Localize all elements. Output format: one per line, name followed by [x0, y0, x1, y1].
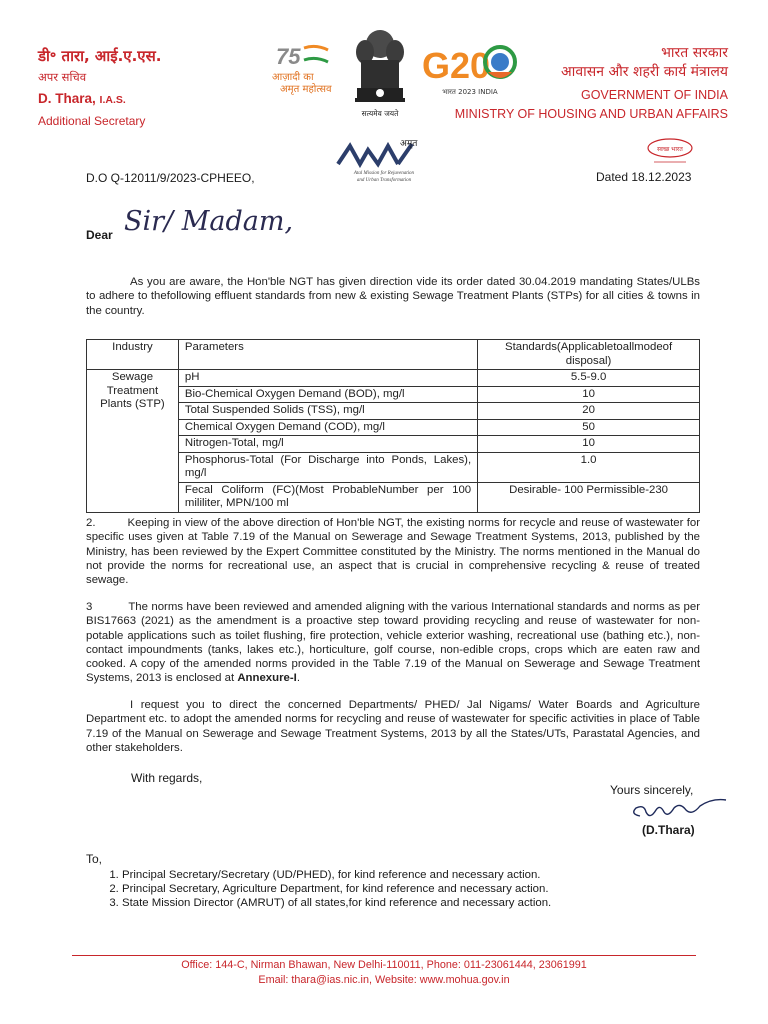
- effluent-standards-table: [86, 339, 700, 513]
- sender-name-hindi: डी॰ तारा, आई.ए.एस.: [38, 47, 162, 65]
- table-value-cell: 1.0: [478, 452, 700, 482]
- table-header-standards: Standards(Applicabletoallmodeof disposal): [478, 340, 700, 370]
- closing-regards: With regards,: [131, 771, 203, 785]
- closing-yours-sincerely: Yours sincerely,: [610, 783, 694, 797]
- table-param-cell: Nitrogen-Total, mg/l: [178, 436, 477, 453]
- table-header-industry: Industry: [87, 340, 179, 370]
- stamp-text: स्वच्छ भारत: [657, 146, 683, 153]
- footer-divider: [72, 955, 696, 956]
- govt-hindi: भारत सरकार: [661, 45, 728, 61]
- sender-block: [38, 46, 161, 132]
- g20-sub-text: भारत 2023 INDIA: [442, 88, 498, 96]
- national-emblem-icon: [345, 22, 415, 122]
- azadi-75-text: 75: [276, 44, 301, 69]
- emblem-motto-text: सत्यमेव जयते: [361, 109, 399, 118]
- list-item: 1. Principal Secretary/Secretary (UD/PHED), for kind reference and necessary action.: [122, 868, 700, 882]
- table-row: [87, 482, 700, 512]
- table-row: [87, 370, 700, 387]
- addressee-block: [86, 852, 700, 911]
- letter-date: Dated 18.12.2023: [596, 170, 692, 184]
- table-param-cell: Chemical Oxygen Demand (COD), mg/l: [178, 419, 477, 436]
- govt-english: GOVERNMENT OF INDIA: [580, 88, 728, 102]
- to-label: To,: [86, 852, 103, 866]
- table-param-cell: Bio-Chemical Oxygen Demand (BOD), mg/l: [178, 386, 477, 403]
- addressee-list: [86, 868, 700, 911]
- list-item: 3. State Mission Director (AMRUT) of all states,for kind reference and necessary action.: [122, 896, 700, 910]
- table-value-cell: 10: [478, 436, 700, 453]
- table-value-cell: 10: [478, 386, 700, 403]
- sender-name-english: D. Thara, I.A.S.: [38, 91, 126, 106]
- table-value-cell: Desirable- 100 Permissible-230: [478, 482, 700, 512]
- table-param-cell: Phosphorus-Total (For Discharge into Ponds, Lakes), mg/l: [178, 452, 477, 482]
- paragraph-3: 3 The norms have been reviewed and amended aligning with the various International standards and norms as per BIS17663 (2021) as the amendment is a proactive step toward providing recycling and reuse of wastewater for non-potable applications such as toilet flushing, fire protection, vehicle exterior washing, recreational use (bathing etc.), non-contact impoundments (tanks, lakes etc.), horticulture, golf course, non-edible crops, crops which are eaten raw and cooked. A copy of the amended norms provided in the Table 7.19 of the Manual on Sewerage and Sewage Treatment Systems, 2013 is enclosed at Annexure-I.: [86, 601, 700, 685]
- table-row: [87, 436, 700, 453]
- ministry-hindi: आवासन और शहरी कार्य मंत्रालय: [561, 64, 728, 80]
- azadi-ka-amrit-mahotsav-logo: [268, 40, 348, 100]
- footer-address: Office: 144-C, Nirman Bhawan, New Delhi-110011, Phone: 011-23061444, 23061991: [181, 959, 587, 971]
- table-header-row: [87, 340, 700, 370]
- table-value-cell: 20: [478, 403, 700, 420]
- table-industry-cell: Sewage Treatment Plants (STP): [87, 370, 179, 513]
- handwritten-salutation: Sir/ Madam,: [124, 206, 294, 237]
- paragraph-1: As you are aware, the Hon'ble NGT has given direction vide its order dated 30.04.2019 mandating States/ULBs to adhere to thefollowing effluent standards from new & existing Sewage Treatment Plants (STPs) for all cities & towns in the country.: [86, 276, 700, 317]
- azadi-line1-text: आज़ादी का: [272, 72, 314, 83]
- table-param-cell: pH: [178, 370, 477, 387]
- table-header-parameters: Parameters: [178, 340, 477, 370]
- amrut-logo: [334, 136, 434, 186]
- paragraph-2: 2. Keeping in view of the above direction of Hon'ble NGT, the existing norms for recycle and reuse of wastewater for specific uses given at Table 7.19 of the Manual on Sewerage and Sewage Treatment Systems, 2013, published by the Ministry, has been reviewed by the Expert Committee constituted by the Ministry. The norms mentioned in the Manual do not provide the norms for recreational use, an aspect that is crucial in comprehensive recycling & reuse of treated sewage.: [86, 517, 700, 587]
- salutation-dear: Dear: [86, 228, 113, 242]
- table-param-cell: Total Suspended Solids (TSS), mg/l: [178, 403, 477, 420]
- annexure-label: Annexure-I: [237, 672, 297, 685]
- ministry-english: MINISTRY OF HOUSING AND URBAN AFFAIRS: [454, 107, 728, 121]
- amrut-caption1: Atal Mission for Rejuvenation: [353, 171, 415, 176]
- do-number: D.O Q-12011/9/2023-CPHEEO,: [86, 171, 255, 185]
- paragraph-4: I request you to direct the concerned Departments/ PHED/ Jal Nigams/ Water Boards and Agriculture Department etc. to adopt the amended norms for recycling and reuse of wastewater for specific activities in place of Table 7.19 of the Manual on Sewerage and Sewage Treatment Systems, 2013 by all the States/UTs, Parastatal Agencies, and other stakeholders.: [86, 699, 700, 754]
- sender-designation-hindi: अपर सचिव: [38, 70, 87, 84]
- signature-icon: [622, 796, 732, 826]
- table-value-cell: 50: [478, 419, 700, 436]
- list-item: 2. Principal Secretary, Agriculture Department, for kind reference and necessary action.: [122, 882, 700, 896]
- amrut-caption2: and Urban Transformation: [356, 178, 412, 183]
- azadi-line2-text: अमृत महोत्सव: [280, 84, 332, 95]
- g20-text: G20: [422, 45, 491, 86]
- table-value-cell: 5.5-9.0: [478, 370, 700, 387]
- table-row: [87, 386, 700, 403]
- signature-name: (D.Thara): [642, 823, 695, 837]
- table-row: [87, 403, 700, 420]
- swachh-bharat-logo: [640, 136, 700, 166]
- sender-designation-english: Additional Secretary: [38, 114, 146, 128]
- table-param-cell: Fecal Coliform (FC)(Most ProbableNumber per 100 mililiter, MPN/100 ml: [178, 482, 477, 512]
- footer-contact: Email: thara@ias.nic.in, Website: www.mohua.gov.in: [258, 974, 510, 986]
- table-row: [87, 419, 700, 436]
- office-block: [428, 44, 728, 124]
- table-row: [87, 452, 700, 482]
- amrut-hindi-text: अमृत: [400, 139, 418, 149]
